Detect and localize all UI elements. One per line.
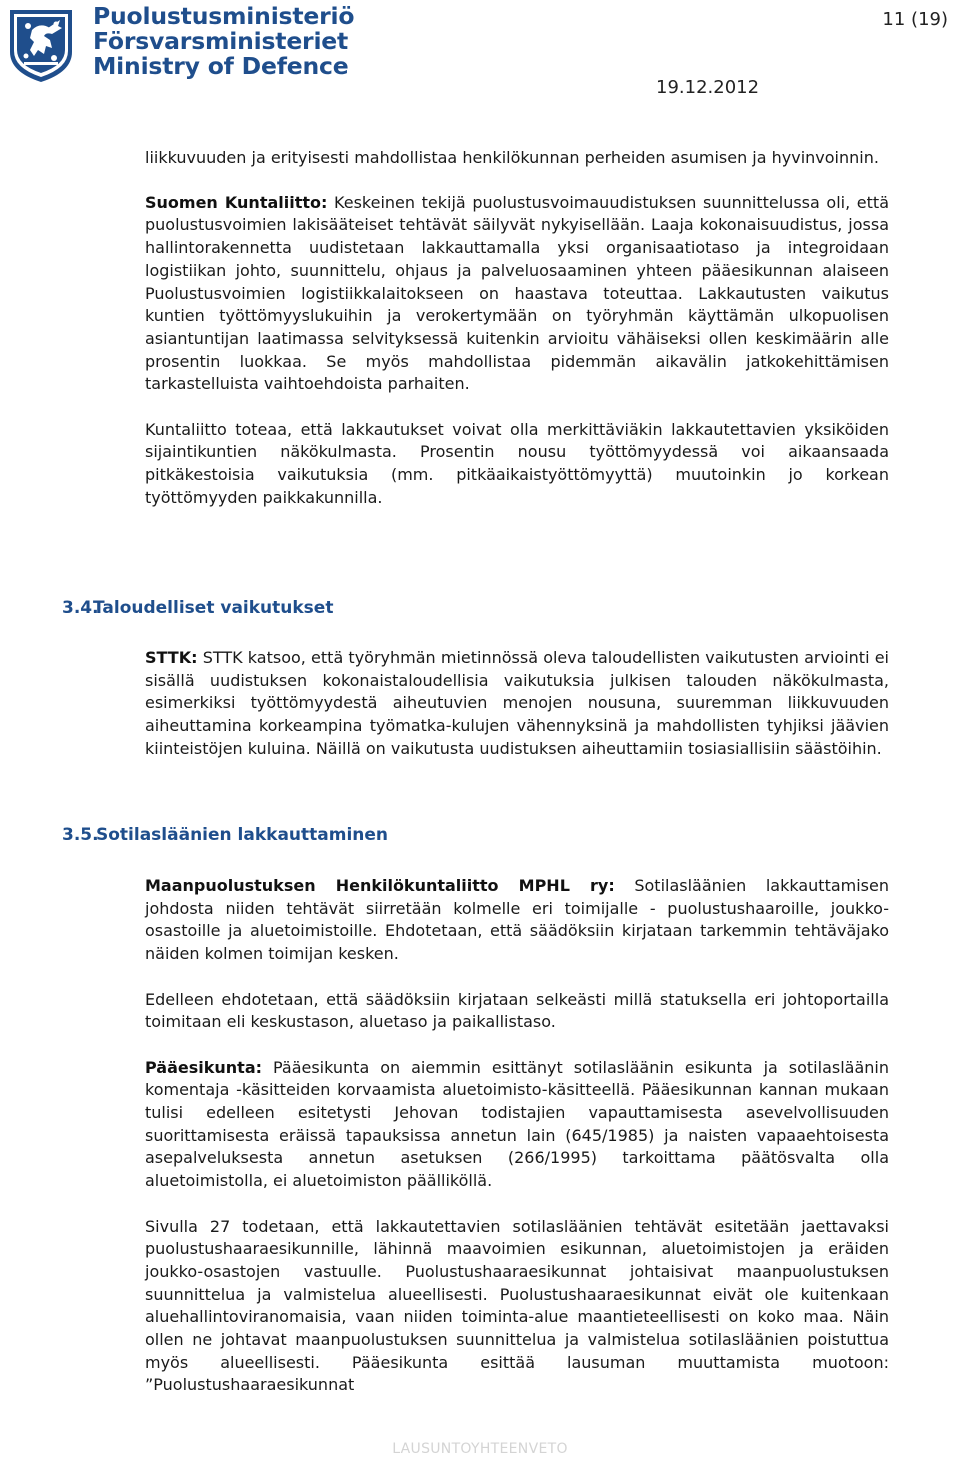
page-header — [0, 0, 960, 110]
paragraph-text: STTK katsoo, että työryhmän mietinnössä oleva taloudellisten vaikutusten arviointi ei sisällä uudistuksen kokonaistaloudellisia vaikutuksia julkisen talouden näkökulmasta, esimerkiksi työttömyydestä aiheutuvien menojen nousuna, suuremman liikkuvuuden aiheuttamina korkeampina työmatka-kulujen vähennyksinä ja mahdollisten tyhjiksi jäävien kiinteistöjen kuluina. Näillä on vaikutusta uudistuksen aiheuttamiin tosiasiallisiin säästöihin. — [145, 648, 889, 758]
section-number: 3.5. — [62, 825, 99, 845]
commenter-name: Suomen Kuntaliitto: — [145, 192, 328, 212]
org-name-fi: Puolustusministeriö — [93, 2, 355, 30]
commenter-name: Maanpuolustuksen Henkilökuntaliitto MPHL ry: — [145, 876, 615, 895]
commenter-name: Pääesikunta: — [145, 1057, 263, 1077]
document-body — [145, 147, 889, 510]
paragraph-text: Pääesikunta on aiemmin esittänyt sotilasläänin esikunta ja sotilasläänin komentaja -käsitteiden korvaamista aluetoimisto-käsitteellä. Pääesikunnan kannan mukaan tulisi edelleen esitetysti Jehovan todistajien vapauttamisesta asevelvollisuuden suorittamisesta eräissä tapauksissa annetun lain (645/1985) ja naisten vapaaehtoisesta asepalveluksesta annetun asetuksen (266/1995) tarkoittama päätösvalta olla aluetoimistolla, ei aluetoimiston päälliköllä. — [145, 1057, 889, 1191]
lion-coat-of-arms-icon — [6, 6, 76, 84]
page-number: 11 (19) — [882, 9, 948, 30]
section-heading-3-5 — [62, 825, 388, 845]
paragraph — [145, 875, 889, 966]
section-3-5-body — [145, 875, 889, 1397]
footer-watermark: LAUSUNTOYHTEENVETO — [392, 1441, 568, 1457]
ministry-name — [93, 4, 354, 79]
document-date: 19.12.2012 — [656, 77, 760, 98]
paragraph: Kuntaliitto toteaa, että lakkautukset voivat olla merkittäviäkin lakkautettavien yksiköiden sijaintikuntien näkökulmasta. Prosentin nousu työttömyydessä voi aikaansaada pitkäkestoisia vaikutuksia (mm. pitkäaikaistyöttömyyttä) muutoinkin jo korkean työttömyyden paikkakunnilla. — [145, 419, 889, 507]
paragraph: liikkuvuuden ja erityisesti mahdollistaa henkilökunnan perheiden asumisen ja hyvinvoinnin. — [145, 148, 879, 167]
paragraph-text: Keskeinen tekijä puolustusvoimauudistuksen suunnittelussa oli, että puolustusvoimien lakisääteiset tehtävät säilyvät nykyisellään. Laaja kokonaisuudistus, jossa hallintorakennetta uudistetaan lakkauttamalla yksi organisaatiotaso ja integroidaan logistiikan johto, suunnittelu, ohjaus ja palveluosaaminen yhteen pääesikunnan alaiseen Puolustusvoimien logistiikkalaitokseen on haastava toteuttaa. Lakkautusten vaikutus kuntien työttömyyslukuihin ja verokertymään on työryhmän käyttämän ulkopuolisen asiantuntijan laatimassa selvityksessä kuitenkin arvioitu vähäiseksi ollen keskimäärin alle prosentin luokkaa. Se myös mahdollistaa pidemmän aikavälin jatkokehittämisen tarkastelluista vaihtoehdoista parhaiten. — [145, 192, 889, 394]
section-3-4-body — [145, 647, 889, 761]
section-title: Sotilasläänien lakkauttaminen — [96, 825, 389, 845]
paragraph — [145, 192, 889, 396]
paragraph — [145, 647, 889, 761]
paragraph: Edelleen ehdotetaan, että säädöksiin kirjataan selkeästi millä statuksella eri johtoportailla toimitaan eli keskustason, aluetaso ja paikallistaso. — [145, 989, 889, 1032]
section-heading-3-4 — [62, 598, 333, 618]
section-title: Taloudelliset vaikutukset — [93, 598, 334, 618]
paragraph-text: Sotilasläänien lakkauttamisen johdosta niiden tehtävät siirretään kolmelle eri toimijalle - puolustushaaroille, joukko-osastoille ja aluetoimistoille. Ehdotetaan, että säädöksiin kirjataan tarkemmin tehtäväjako näiden kolmen toimijan kesken. — [145, 876, 889, 964]
commenter-name: STTK: — [145, 648, 198, 667]
paragraph: Sivulla 27 todetaan, että lakkautettavien sotilasläänien tehtävät esitetään jaettavaksi puolustushaaraesikunnille, lähinnä maavoimien esikunnan, aluetoimistojen ja eräiden joukko-osastojen vastuulle. Puolustushaaraesikunnat johtaisivat maanpuolustuksen suunnittelua ja valmistelua alueellisesti. Puolustushaaraesikunnat eivät ole kuitenkaan aluehallintoviranomaisia, vaan niiden toiminta-alue maantieteellisesti on koko maa. Näin ollen ne johtavat maanpuolustuksen suunnittelua ja valmistelua sotilasläänien poistuttua myös alueellisesti. Pääesikunta esittää lausuman muuttamista muotoon: ”Puolustushaaraesikunnat — [145, 1216, 889, 1395]
org-name-sv: Försvarsministeriet — [93, 27, 349, 55]
section-number: 3.4. — [62, 598, 99, 618]
paragraph — [145, 1057, 889, 1193]
org-name-en: Ministry of Defence — [93, 52, 349, 80]
